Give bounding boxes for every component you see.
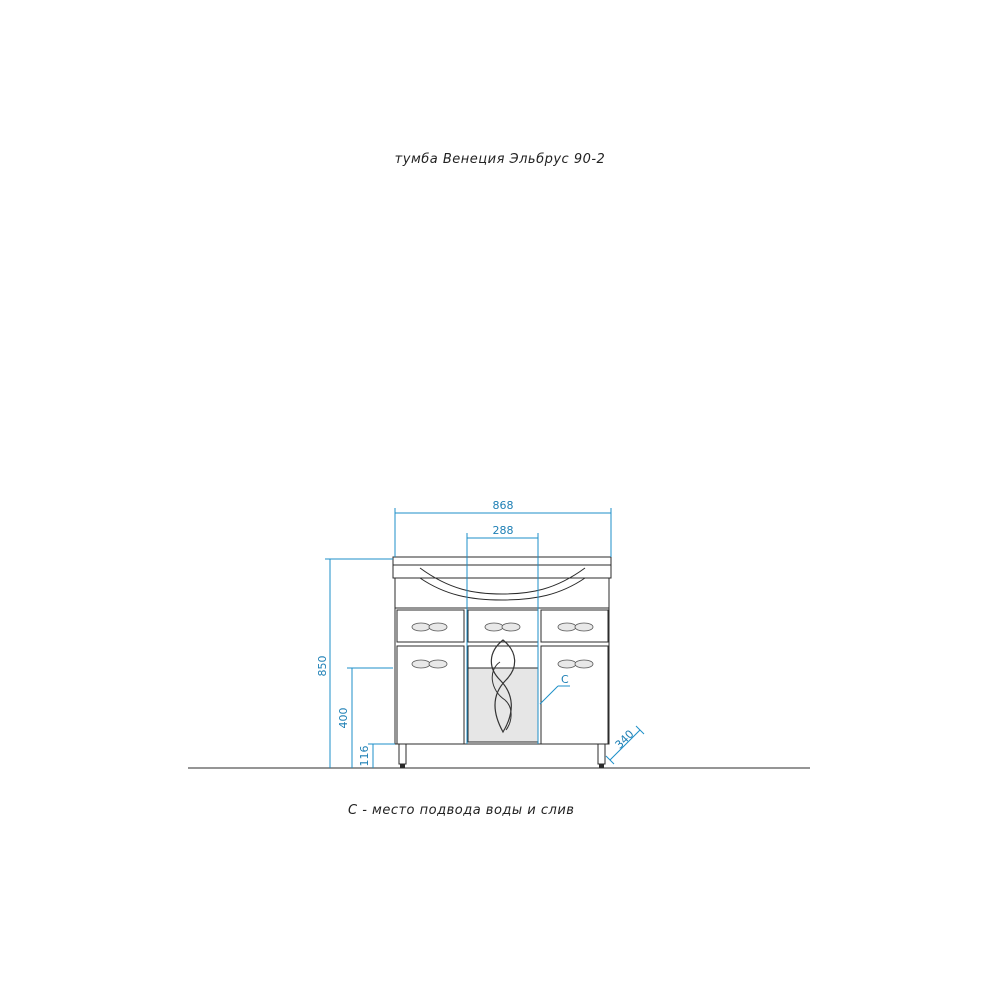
- label-288: 288: [492, 524, 514, 537]
- connection-note: С - место подвода воды и слив: [348, 803, 575, 818]
- label-c: C: [561, 673, 569, 686]
- dimension-overall-height: [316, 559, 393, 768]
- connection-callout: [540, 673, 570, 704]
- label-400: 400: [337, 707, 350, 729]
- handle-right-drawer: [558, 623, 593, 631]
- drawing-title: тумба Венеция Эльбрус 90-2: [394, 152, 606, 167]
- label-850: 850: [316, 655, 329, 677]
- left-leg: [399, 744, 406, 764]
- center-panel: [468, 646, 538, 668]
- left-door: [397, 646, 464, 744]
- right-door: [541, 646, 608, 744]
- sink-top: [393, 557, 611, 565]
- label-340: 340: [612, 727, 637, 752]
- handle-right-door: [558, 660, 593, 668]
- handle-left-drawer: [412, 623, 447, 631]
- handle-left-door: [412, 660, 447, 668]
- right-leg-foot: [599, 764, 604, 768]
- left-leg-foot: [400, 764, 405, 768]
- dimension-depth: [606, 726, 644, 764]
- handle-center-drawer: [485, 623, 520, 631]
- sink-bowl-curve: [420, 568, 585, 594]
- dimension-leg-height: [358, 744, 395, 768]
- sink-basin: [393, 565, 611, 600]
- label-868: 868: [492, 499, 514, 512]
- label-116: 116: [358, 745, 371, 767]
- right-leg: [598, 744, 605, 764]
